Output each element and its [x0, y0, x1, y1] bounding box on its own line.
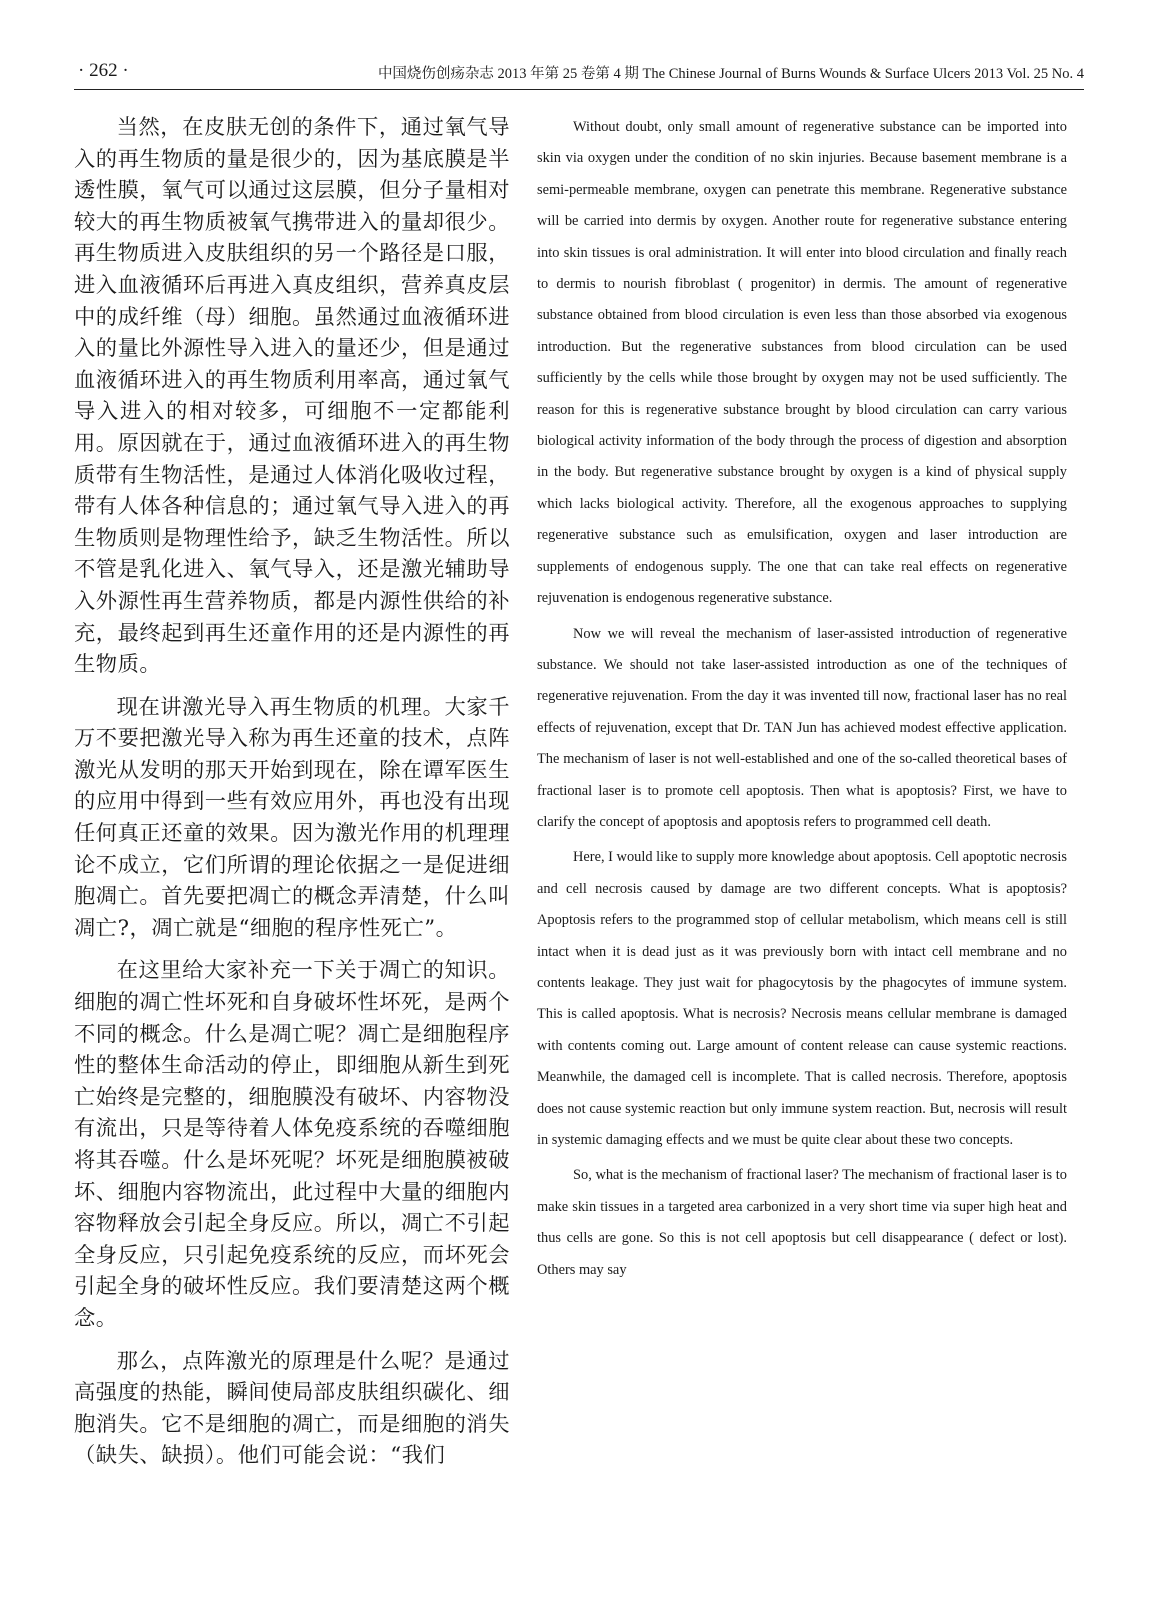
chinese-paragraph: 那么，点阵激光的原理是什么呢？是通过高强度的热能，瞬间使局部皮肤组织碳化、细胞消失。它不是细胞的凋亡，而是细胞的消失（缺失、缺损）。他们可能会说：“我们 — [74, 1348, 510, 1469]
english-paragraph: Without doubt, only small amount of regenerative substance can be imported into skin via oxygen under the condition of no skin injuries. Because basement membrane is a semi-permeable membrane, oxygen can penetrate this membrane. Regenerative substance will be carried into dermis by oxygen. Another route for regenerative substance entering into skin tissues is oral administration. It will enter into blood circulation and finally reach to dermis to nourish fibroblast ( progenitor) in dermis. The amount of regenerative substance obtained from blood circulation is even less than those absorbed via exogenous introduction. But the regenerative substances from blood circulation can be used sufficiently by the cells while those brought by oxygen may not be used sufficiently. The reason for this is regenerative substance brought by blood circulation can carry various biological activity information of the body through the process of digestion and absorption in the body. But regenerative substance brought by oxygen is a kind of physical supply which lacks biological activity. Therefore, all the exogenous approaches to supplying regenerative substance such as emulsification, oxygen and laser introduction are supplements of endogenous supply. The one that can take real effects on regenerative rejuvenation is endogenous regenerative substance. — [537, 119, 1067, 607]
english-paragraph: Here, I would like to supply more knowledge about apoptosis. Cell apoptotic necrosis and cell necrosis caused by damage are two different concepts. What is apoptosis? Apoptosis refers to the programmed stop of cellular metabolism, which means cell is still intact when it is dead just as it was previously born with intact cell membrane and no contents leakage. They just wait for phagocytosis by the phagocytes of immune system. This is called apoptosis. What is necrosis? Necrosis means cellular membrane is damaged with contents coming out. Large amount of content release can cause systemic reactions. Meanwhile, the damaged cell is incomplete. That is called necrosis. Therefore, apoptosis does not cause systemic reaction but only immune system reaction. But, necrosis will result in systemic damaging effects and we must be quite clear about these two concepts. — [537, 849, 1067, 1148]
chinese-column — [74, 112, 510, 1483]
chinese-paragraph: 当然，在皮肤无创的条件下，通过氧气导入的再生物质的量是很少的，因为基底膜是半透性膜，氧气可以通过这层膜，但分子量相对较大的再生物质被氧气携带进入的量却很少。再生物质进入皮肤组织的另一个路径是口服，进入血液循环后再进入真皮组织，营养真皮层中的成纤维（母）细胞。虽然通过血液循环进入的量比外源性导入进入的量还少，但是通过血液循环进入的再生物质利用率高，通过氧气导入进入的相对较多，可细胞不一定都能利用。原因就在于，通过血液循环进入的再生物质带有生物活性，是通过人体消化吸收过程，带有人体各种信息的；通过氧气导入进入的再生物质则是物理性给予，缺乏生物活性。所以不管是乳化进入、氧气导入，还是激光辅助导入外源性再生营养物质，都是内源性供给的补充，最终起到再生还童作用的还是内源性的再生物质。 — [74, 115, 510, 678]
page-header — [74, 60, 1084, 86]
page-number: · 262 · — [78, 60, 129, 81]
english-paragraph: Now we will reveal the mechanism of laser-assisted introduction of regenerative substance. We should not take laser-assisted introduction as one of the techniques of regenerative rejuvenation. From the day it was invented till now, fractional laser has no real effects of rejuvenation, except that Dr. TAN Jun has achieved modest effective application. The mechanism of laser is not well-established and one of the so-called theoretical bases of fractional laser is to promote cell apoptosis. Then what is apoptosis? First, we have to clarify the concept of apoptosis and apoptosis refers to programmed cell death. — [537, 625, 1067, 830]
chinese-paragraph: 在这里给大家补充一下关于凋亡的知识。细胞的凋亡性坏死和自身破坏性坏死，是两个不同的概念。什么是凋亡呢？凋亡是细胞程序性的整体生命活动的停止，即细胞从新生到死亡始终是完整的，细胞膜没有破坏、内容物没有流出，只是等待着人体免疫系统的吞噬细胞将其吞噬。什么是坏死呢？坏死是细胞膜被破坏、细胞内容物流出，此过程中大量的细胞内容物释放会引起全身反应。所以，凋亡不引起全身反应，只引起免疫系统的反应，而坏死会引起全身的破坏性反应。我们要清楚这两个概念。 — [74, 958, 510, 1331]
chinese-paragraph: 现在讲激光导入再生物质的机理。大家千万不要把激光导入称为再生还童的技术，点阵激光从发明的那天开始到现在，除在谭军医生的应用中得到一些有效应用外，再也没有出现任何真正还童的效果。因为激光作用的机理理论不成立，它们所谓的理论依据之一是促进细胞凋亡。首先要把凋亡的概念弄清楚，什么叫凋亡?，凋亡就是“细胞的程序性死亡”。 — [74, 694, 510, 941]
header-rule — [74, 89, 1084, 90]
journal-title-line: 中国烧伤创疡杂志 2013 年第 25 卷第 4 期 The Chinese Journal of Burns Wounds & Surface Ulcers 2013 Vol. 25 No. 4 — [377, 66, 1084, 82]
english-paragraph: So, what is the mechanism of fractional laser? The mechanism of fractional laser is to make skin tissues in a targeted area carbonized in a very short time via super high heat and thus cells are gone. So this is not cell apoptosis but cell disappearance ( defect or lost). Others may say — [537, 1167, 1067, 1278]
english-column — [537, 112, 1067, 1290]
